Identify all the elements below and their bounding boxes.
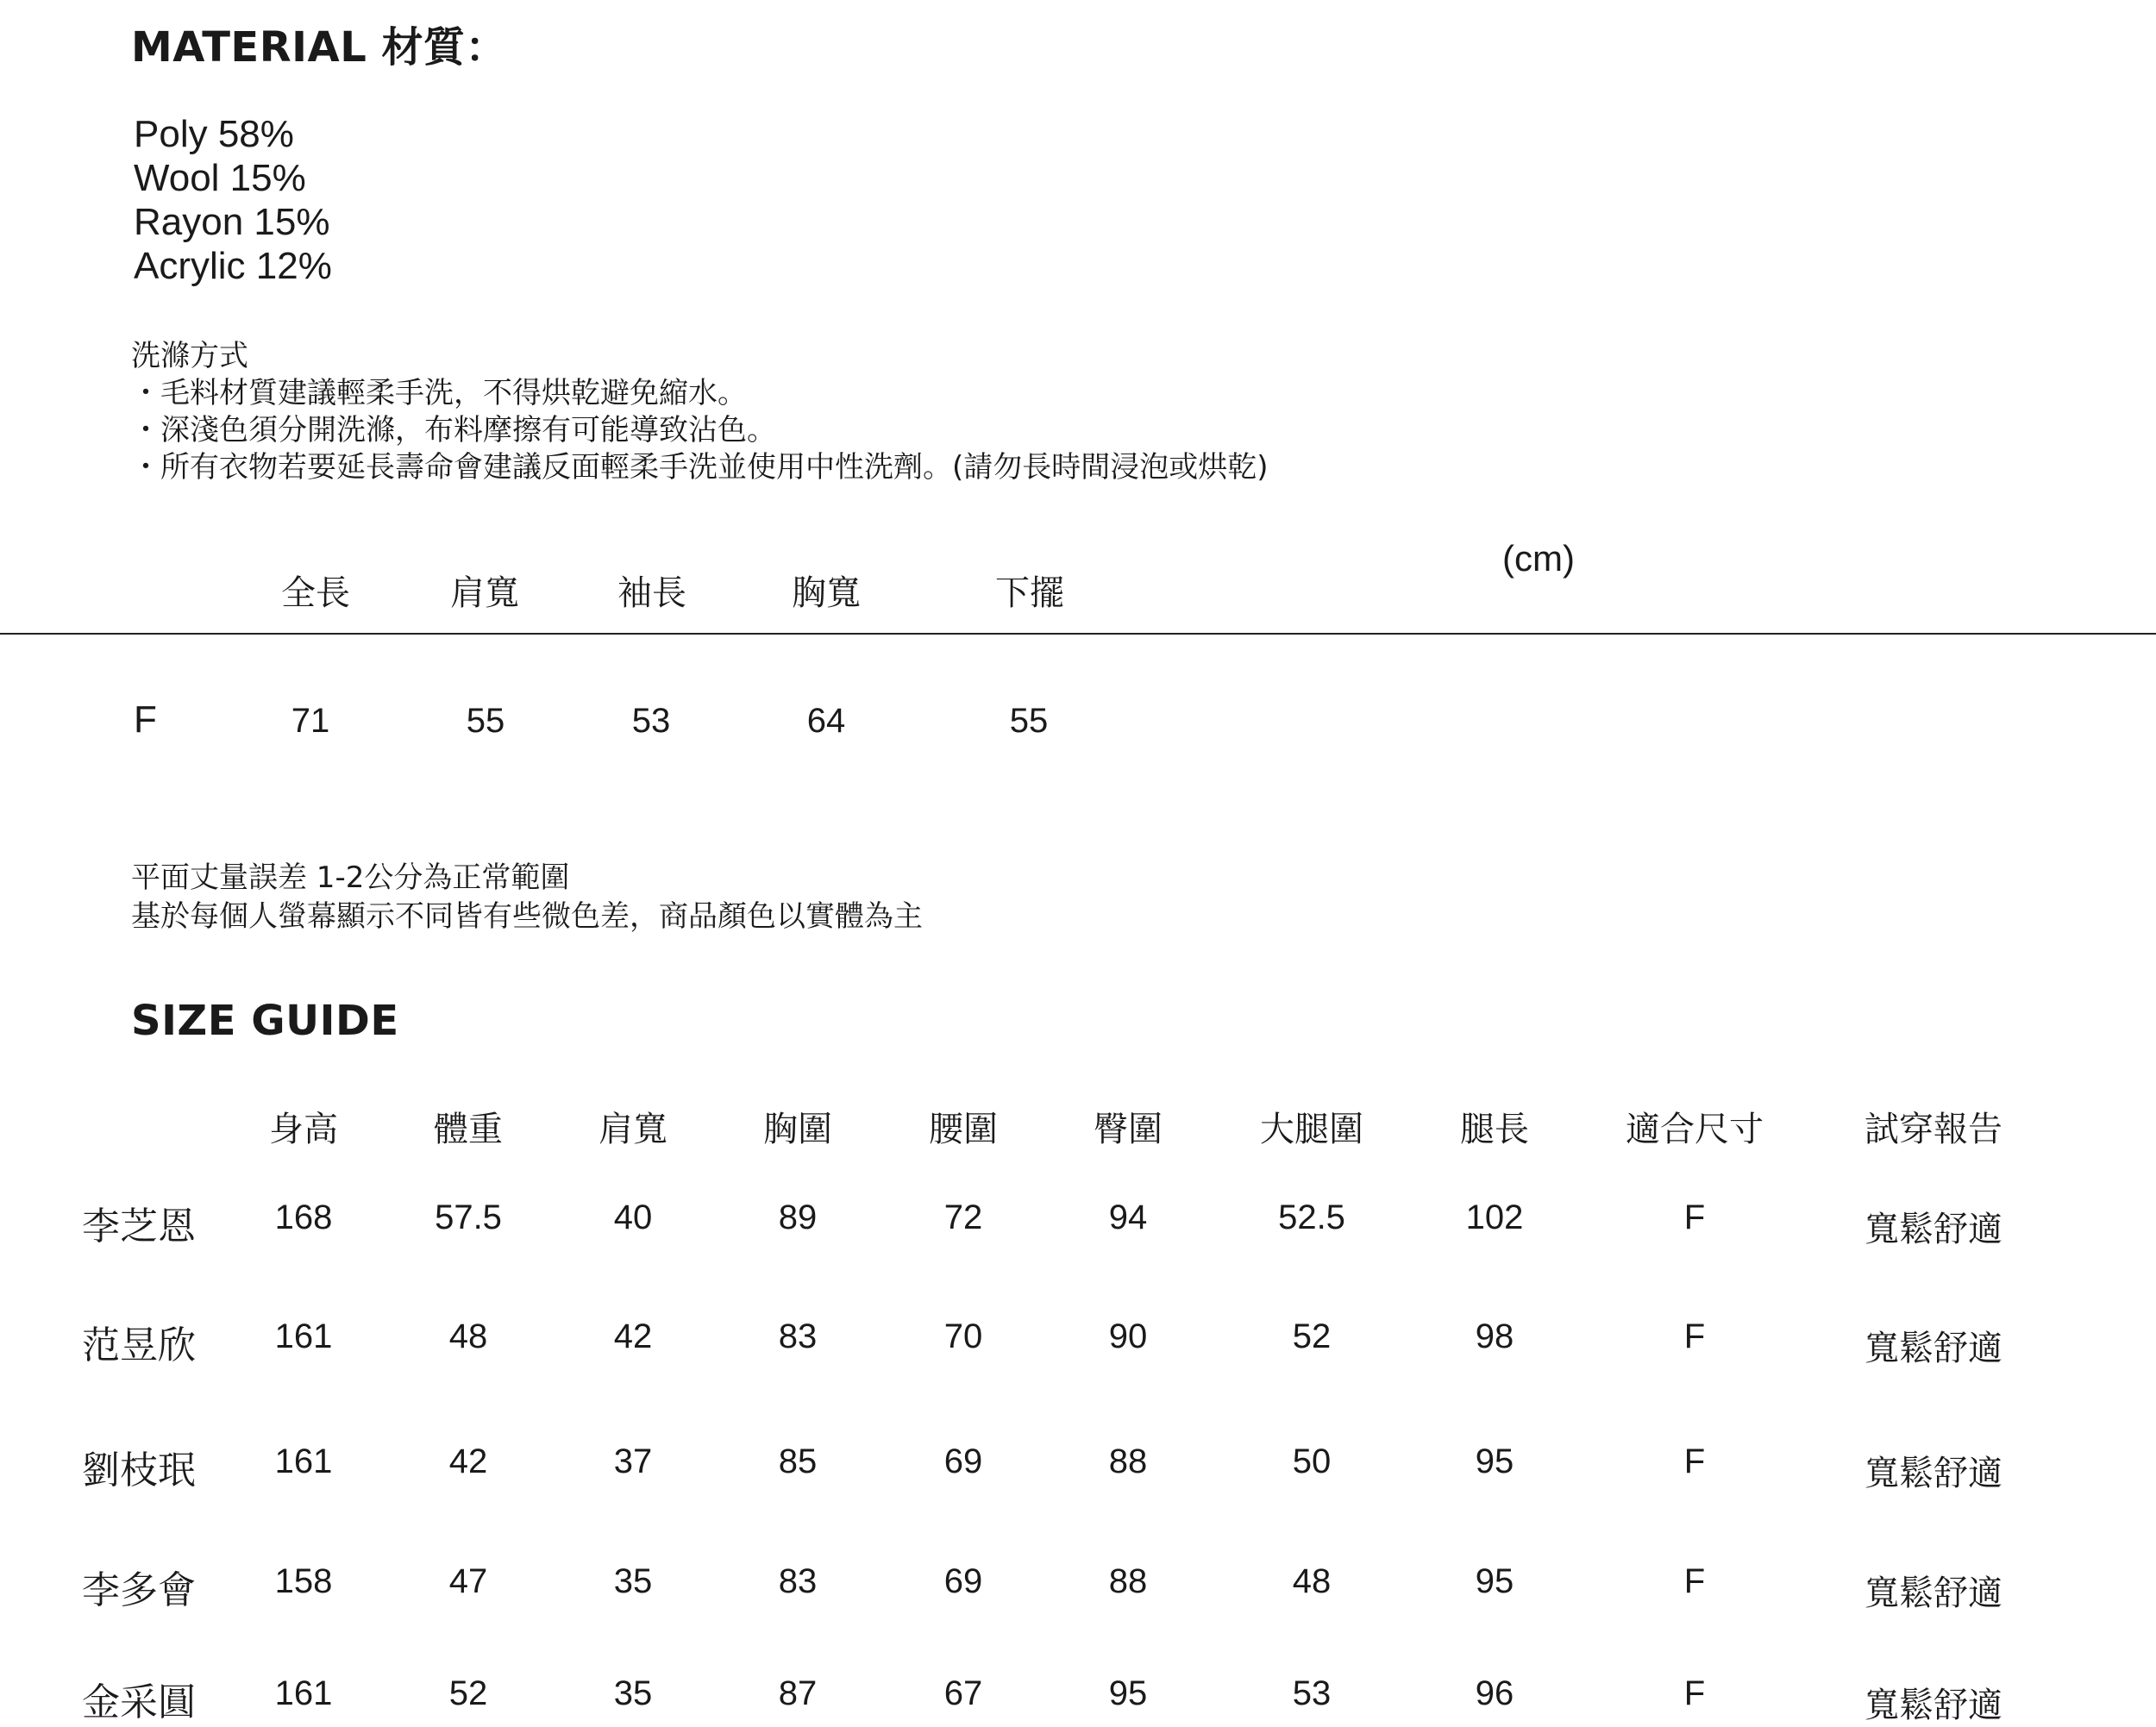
size-guide-header: 胸圍: [763, 1110, 832, 1149]
measure-value: 64: [806, 702, 846, 740]
table-cell: 95: [1108, 1674, 1148, 1712]
table-cell: 83: [778, 1562, 818, 1600]
table-cell: 88: [1108, 1562, 1148, 1600]
note-line: 平面丈量誤差 1-2公分為正常範圍: [131, 860, 570, 895]
table-cell: 48: [1292, 1562, 1332, 1600]
table-cell: F: [1683, 1562, 1706, 1600]
table-cell: 94: [1108, 1198, 1148, 1236]
model-name: 李芝恩: [82, 1205, 196, 1248]
measurement-notes: [131, 859, 923, 936]
care-instructions: [131, 338, 1269, 486]
table-cell: 85: [778, 1442, 818, 1480]
size-guide-header: 身高: [269, 1110, 338, 1149]
table-cell: 88: [1108, 1442, 1148, 1480]
table-cell: 161: [274, 1674, 333, 1712]
measure-value: 53: [631, 702, 671, 740]
table-cell: 102: [1465, 1198, 1524, 1236]
fit-report: 寬鬆舒適: [1865, 1574, 2002, 1613]
material-heading: MATERIAL 材質：: [131, 23, 507, 72]
table-cell: 50: [1292, 1442, 1332, 1480]
fit-report: 寬鬆舒適: [1865, 1329, 2002, 1368]
fit-report: 寬鬆舒適: [1865, 1210, 2002, 1249]
measure-header: 肩寬: [450, 573, 519, 613]
care-line: ・所有衣物若要延長壽命會建議反面輕柔手洗並使用中性洗劑。(請勿長時間浸泡或烘乾): [131, 450, 1269, 485]
size-label: F: [134, 698, 157, 741]
table-cell: 70: [943, 1317, 983, 1355]
model-name: 劉枝珉: [82, 1449, 196, 1492]
table-cell: 35: [613, 1562, 653, 1600]
table-cell: 158: [274, 1562, 333, 1600]
table-cell: 90: [1108, 1317, 1148, 1355]
table-divider: [0, 633, 2156, 635]
composition-item: Poly 58%: [134, 113, 294, 155]
size-guide-header: 臀圍: [1094, 1110, 1163, 1149]
table-cell: 35: [613, 1674, 653, 1712]
measure-header: 袖長: [617, 573, 686, 613]
size-guide-header: 肩寬: [599, 1110, 667, 1149]
size-guide-header: 試穿報告: [1865, 1110, 2002, 1149]
table-cell: F: [1683, 1317, 1706, 1355]
table-cell: F: [1683, 1442, 1706, 1480]
measure-value: 55: [466, 702, 505, 740]
table-cell: 89: [778, 1198, 818, 1236]
measure-header: 下擺: [995, 573, 1064, 613]
table-cell: 67: [943, 1674, 983, 1712]
size-guide-header: 腿長: [1460, 1110, 1529, 1149]
size-guide-header: 腰圍: [929, 1110, 998, 1149]
measure-value: 55: [1009, 702, 1049, 740]
measure-value: 71: [291, 702, 330, 740]
composition-list: [134, 112, 332, 288]
care-line: ・毛料材質建議輕柔手洗，不得烘乾避免縮水。: [131, 376, 747, 410]
table-cell: 87: [778, 1674, 818, 1712]
table-cell: F: [1683, 1198, 1706, 1236]
table-cell: 69: [943, 1442, 983, 1480]
table-cell: 47: [448, 1562, 488, 1600]
table-cell: 168: [274, 1198, 333, 1236]
model-name: 李多會: [82, 1568, 196, 1612]
note-line: 基於每個人螢幕顯示不同皆有些微色差，商品顏色以實體為主: [131, 899, 923, 934]
model-name: 金采圓: [82, 1680, 196, 1724]
size-guide-header: 適合尺寸: [1626, 1110, 1764, 1149]
composition-item: Rayon 15%: [134, 201, 330, 243]
table-cell: 161: [274, 1442, 333, 1480]
table-cell: 72: [943, 1198, 983, 1236]
table-cell: 48: [448, 1317, 488, 1355]
table-cell: 83: [778, 1317, 818, 1355]
size-guide-header: 體重: [434, 1110, 503, 1149]
table-cell: 53: [1292, 1674, 1332, 1712]
composition-item: Acrylic 12%: [134, 245, 332, 287]
table-cell: 57.5: [435, 1198, 502, 1236]
table-cell: 40: [613, 1198, 653, 1236]
fit-report: 寬鬆舒適: [1865, 1686, 2002, 1725]
measure-header: 胸寬: [792, 573, 861, 613]
table-cell: 96: [1475, 1674, 1514, 1712]
table-cell: 95: [1475, 1442, 1514, 1480]
size-guide-header: 大腿圍: [1260, 1110, 1363, 1149]
table-cell: 42: [448, 1442, 488, 1480]
table-cell: 42: [613, 1317, 653, 1355]
fit-report: 寬鬆舒適: [1865, 1454, 2002, 1493]
table-cell: 161: [274, 1317, 333, 1355]
table-cell: 52: [1292, 1317, 1332, 1355]
measure-header: 全長: [281, 573, 350, 613]
model-name: 范昱欣: [82, 1323, 196, 1367]
care-line: ・深淺色須分開洗滌，布料摩擦有可能導致沾色。: [131, 413, 776, 447]
size-guide-heading: SIZE GUIDE: [131, 997, 399, 1045]
table-cell: 52: [448, 1674, 488, 1712]
composition-item: Wool 15%: [134, 157, 306, 199]
table-cell: 69: [943, 1562, 983, 1600]
care-title: 洗滌方式: [131, 339, 248, 373]
table-cell: 37: [613, 1442, 653, 1480]
table-cell: 52.5: [1278, 1198, 1345, 1236]
unit-label: (cm): [1502, 538, 1575, 579]
table-cell: F: [1683, 1674, 1706, 1712]
table-cell: 95: [1475, 1562, 1514, 1600]
table-cell: 98: [1475, 1317, 1514, 1355]
